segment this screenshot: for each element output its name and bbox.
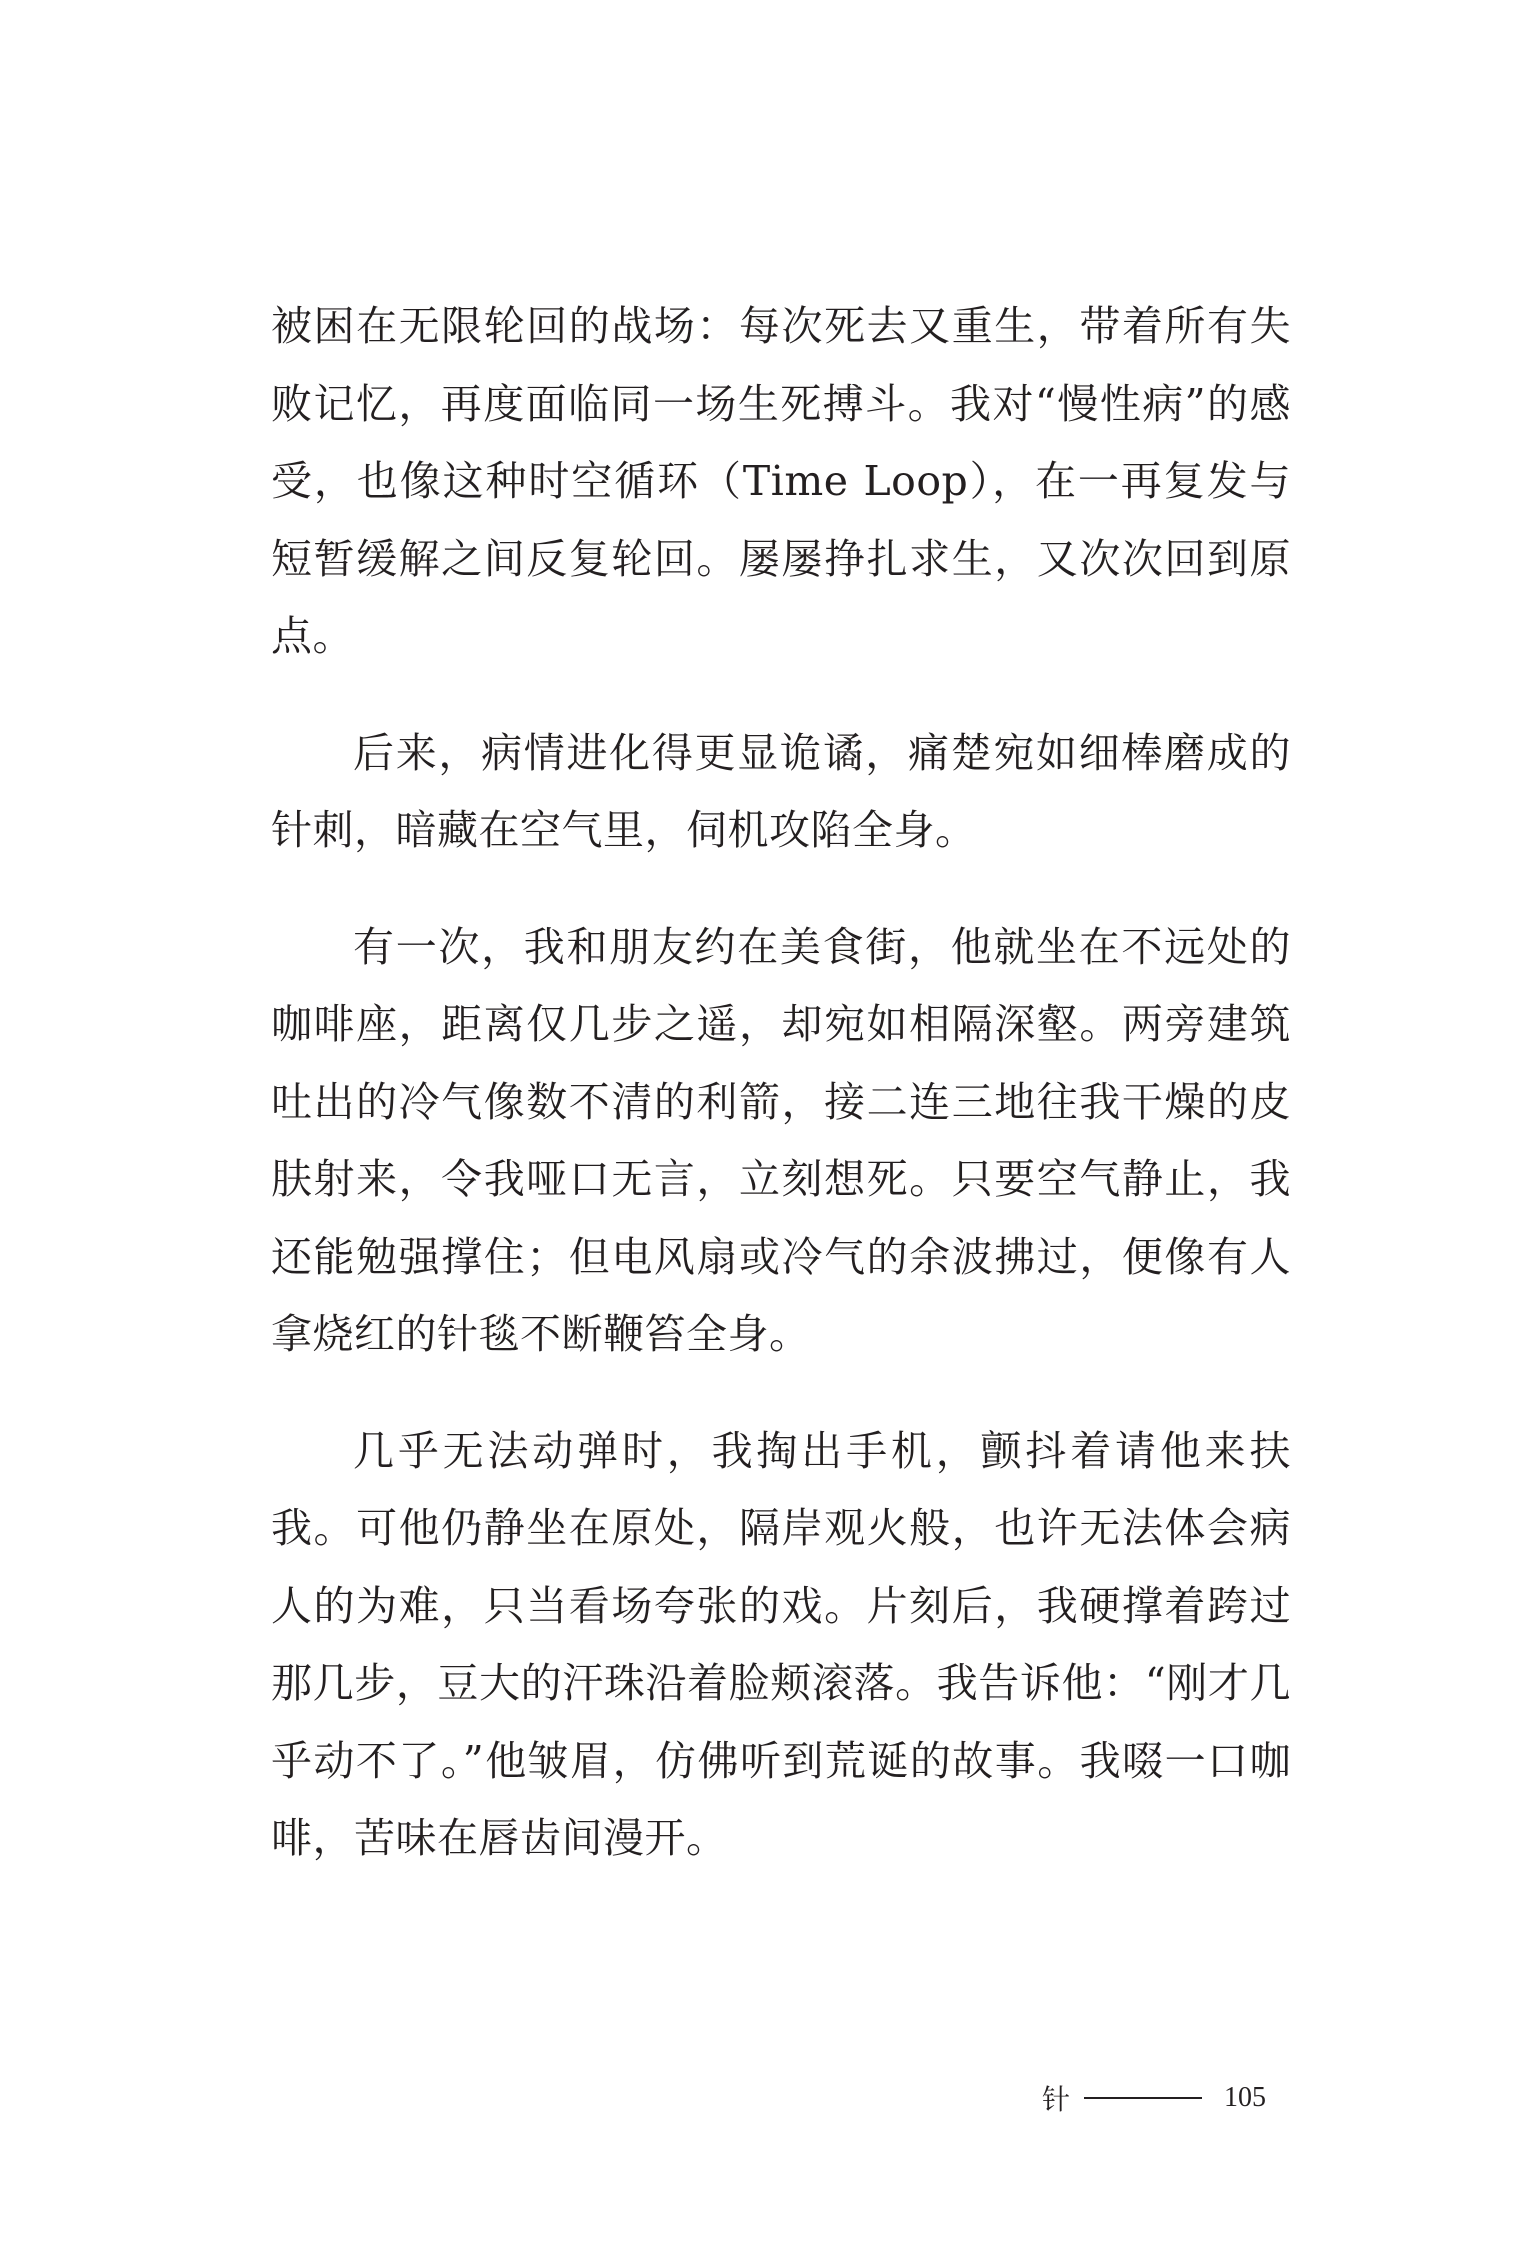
paragraph-1: 被困在无限轮回的战场：每次死去又重生，带着所有失败记忆，再度面临同一场生死搏斗。我对“慢性病”的感受，也像这种时空循环（Time Loop），在一再复发与短暂缓解之间反复轮回。屡屡挣扎求生，又次次回到原点。 [271, 302, 1291, 660]
paragraph-3: 有一次，我和朋友约在美食街，他就坐在不远处的咖啡座，距离仅几步之遥，却宛如相隔深壑。两旁建筑吐出的冷气像数不清的利箭，接二连三地往我干燥的皮肤射来，令我哑口无言，立刻想死。只要空气静止，我还能勉强撑住；但电风扇或冷气的余波拂过，便像有人拿烧红的针毯不断鞭笞全身。 [271, 922, 1291, 1358]
body-text [271, 288, 1291, 1917]
running-footer [1042, 2078, 1292, 2118]
footer-rule [1084, 2097, 1202, 2099]
chapter-title: 针 [1042, 2083, 1071, 2116]
paragraph-2: 后来，病情进化得更显诡谲，痛楚宛如细棒磨成的针刺，暗藏在空气里，伺机攻陷全身。 [271, 728, 1291, 854]
page-number: 105 [1224, 2082, 1267, 2113]
paragraph-4: 几乎无法动弹时，我掏出手机，颤抖着请他来扶我。可他仍静坐在原处，隔岸观火般，也许无法体会病人的为难，只当看场夸张的戏。片刻后，我硬撑着跨过那几步，豆大的汗珠沿着脸颊滚落。我告诉他：“刚才几乎动不了。”他皱眉，仿佛听到荒诞的故事。我啜一口咖啡，苦味在唇齿间漫开。 [271, 1426, 1291, 1862]
